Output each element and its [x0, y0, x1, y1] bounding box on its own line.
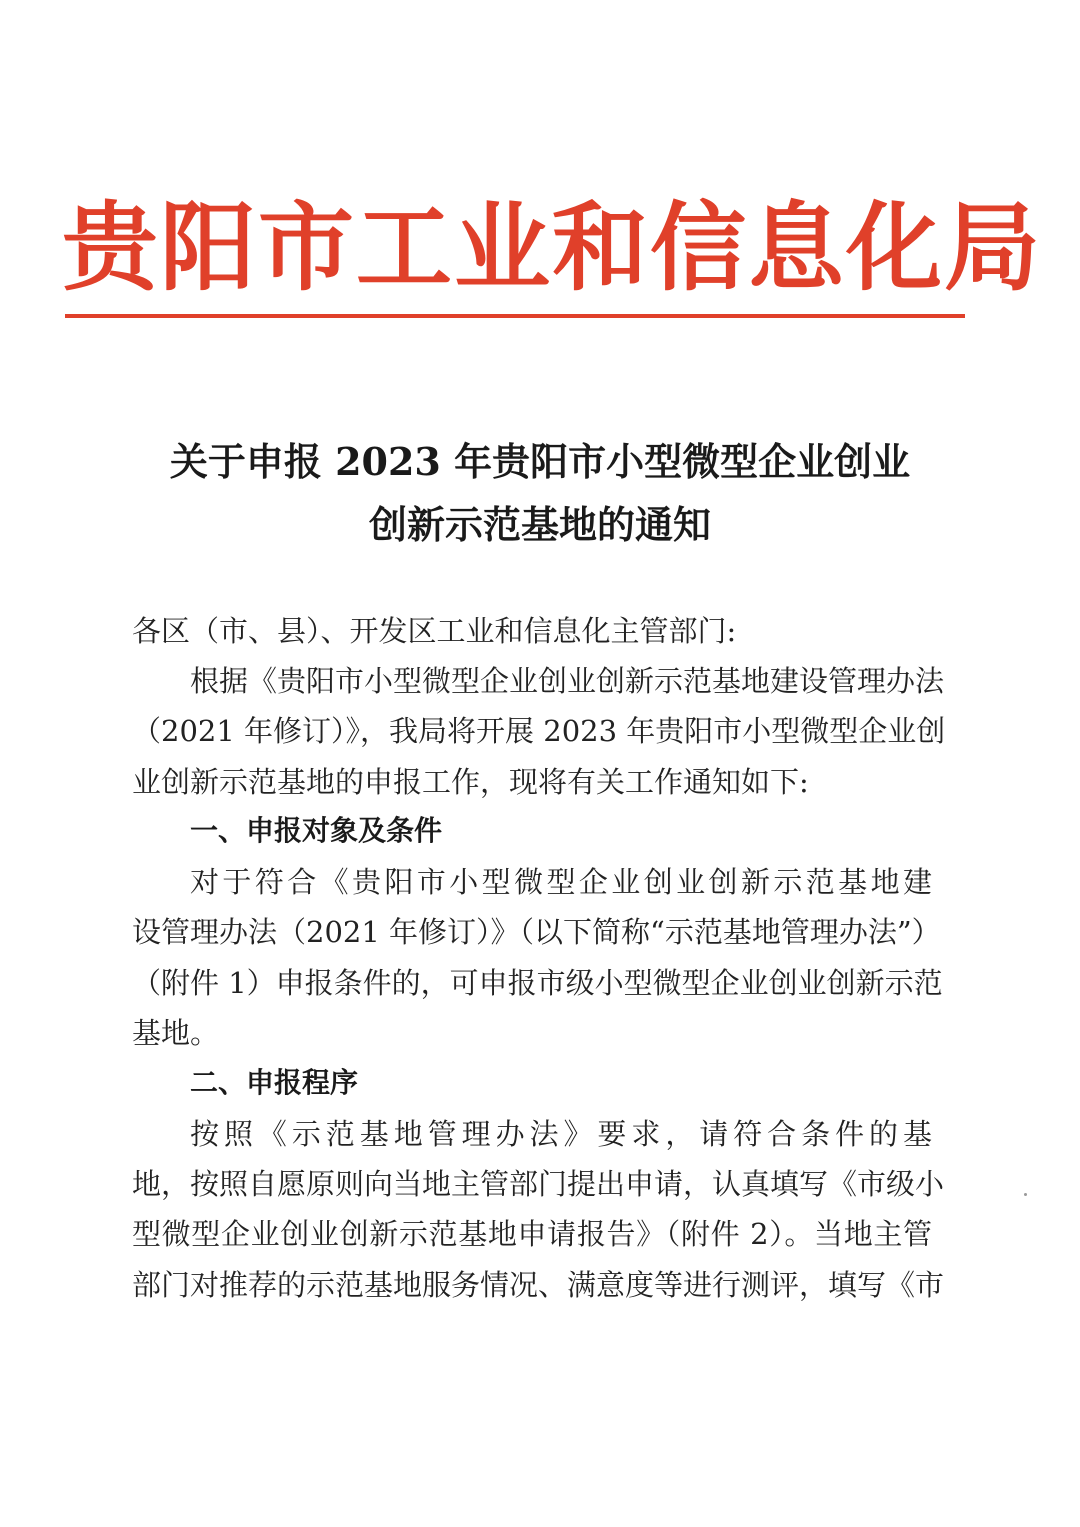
document-title-line-2: 创新示范基地的通知 — [368, 502, 711, 547]
section-heading-eligibility: 一、申报对象及条件 — [190, 814, 443, 847]
eligibility-line: 对于符合《贵阳市小型微型企业创业创新示范基地建 — [190, 865, 932, 899]
intro-line: 根据《贵阳市小型微型企业创业创新示范基地建设管理办法 — [190, 664, 945, 698]
procedure-line: 地，按照自愿原则向当地主管部门提出申请，认真填写《市级小 — [132, 1167, 945, 1201]
eligibility-line: （附件 1）申报条件的，可申报市级小型微型企业创业创新示范 — [132, 966, 943, 1000]
scan-speck — [1024, 1193, 1027, 1196]
salutation: 各区（市、县）、开发区工业和信息化主管部门: — [132, 614, 737, 648]
procedure-line: 部门对推荐的示范基地服务情况、满意度等进行测评，填写《市 — [132, 1268, 945, 1302]
eligibility-line: 设管理办法（2021 年修订）》（以下简称“示范基地管理办法”） — [132, 915, 941, 949]
masthead-red-rule — [65, 314, 965, 318]
masthead-org-name: 贵阳市工业和信息化局 — [62, 192, 1042, 304]
procedure-line: 按照《示范基地管理办法》要求，请符合条件的基 — [190, 1117, 932, 1151]
intro-line: 业创新示范基地的申报工作，现将有关工作通知如下: — [132, 765, 809, 799]
procedure-line: 型微型企业创业创新示范基地申请报告》（附件 2）。当地主管 — [132, 1217, 932, 1251]
section-heading-procedure: 二、申报程序 — [190, 1066, 359, 1099]
eligibility-line: 基地。 — [132, 1016, 220, 1050]
intro-line: （2021 年修订）》，我局将开展 2023 年贵阳市小型微型企业创 — [132, 714, 946, 748]
document-title-line-1: 关于申报 2023 年贵阳市小型微型企业创业 — [169, 439, 911, 484]
